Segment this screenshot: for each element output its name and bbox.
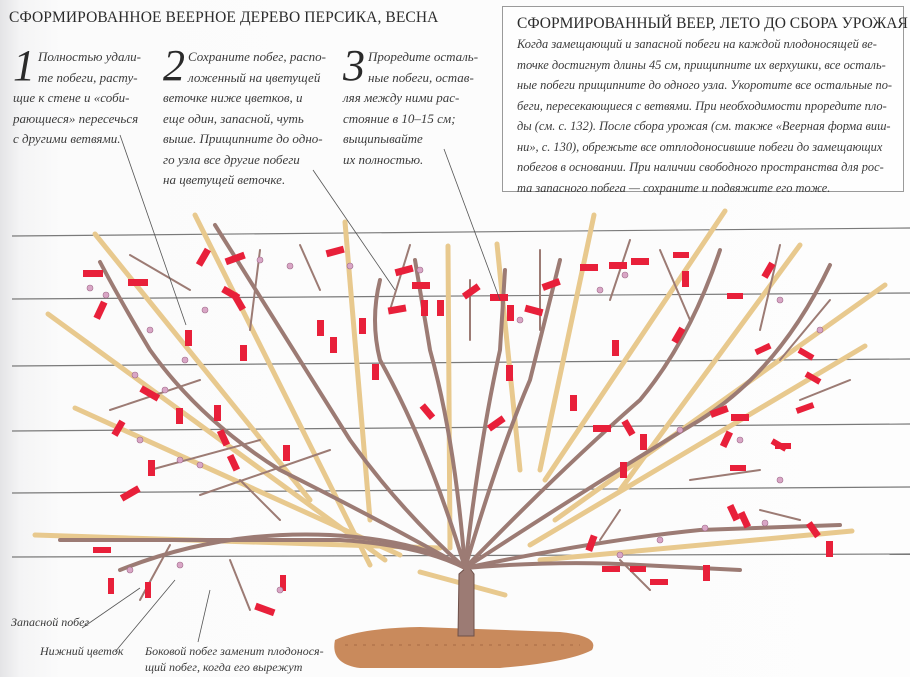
summer-box-line: точке достигнут длины 45 см, прищипните их верхушки, все осталь-	[517, 57, 886, 72]
bamboo-canes	[35, 211, 885, 595]
label-side-shoot-line1: Боковой побег заменит плодонося-	[145, 644, 324, 658]
label-reserve-shoot: Запасной побег	[11, 615, 90, 629]
label-lower-flower: Нижний цветок	[40, 644, 124, 658]
step-text-line: стояние в 10–15 см;	[343, 110, 456, 126]
step-number: 3	[343, 41, 365, 90]
step-text-line: ляя между ними рас-	[343, 90, 460, 105]
step-text-line: веточке ниже цветков, и	[163, 90, 303, 105]
summer-box-line: ды (см. с. 132). После сбора урожая (см. также «Веерная форма виш-	[517, 119, 891, 133]
step-text-line: ные побеги, остав-	[368, 69, 474, 85]
step-text-line: Проредите осталь-	[368, 49, 479, 64]
summer-box-line: беги, пересекающиеся с ветвями. При необходимости проредите пло-	[517, 98, 887, 113]
step-number: 1	[13, 41, 35, 90]
step-text-line: выше. Прищипните до одно-	[163, 131, 323, 146]
step-text-line: выщипывайте	[343, 131, 423, 146]
summer-box-line: ные побеги прищипните до одного узла. Укоротите все остальные по-	[517, 78, 893, 92]
summer-box-line: Когда замещающий и запасной побеги на каждой плодоносящей ве-	[517, 37, 877, 51]
label-side-shoot-line2: щий побег, когда его вырежут	[145, 660, 303, 674]
step-text-line: ложенный на цветущей	[188, 69, 321, 85]
summer-box-line: ни», с. 130), обрежьте все отплодоносившие побеги до замещающих	[517, 139, 883, 154]
step-text-line: рающиеся» пересечься	[13, 110, 139, 126]
step-text-line: те побеги, расту-	[38, 69, 138, 85]
summer-box-line: побегов в основании. При наличии свободного пространства для рос-	[517, 160, 884, 174]
step-text-line: Сохраните побег, распо-	[188, 49, 326, 64]
summer-box-line: та запасного побега — сохраните и подвяжите его тоже.	[517, 180, 831, 195]
page-title: СФОРМИРОВАННОЕ ВЕЕРНОЕ ДЕРЕВО ПЕРСИКА, ВЕСНА	[9, 9, 439, 26]
step-text-line: их полностью.	[343, 151, 424, 167]
summer-box-title: СФОРМИРОВАННЫЙ ВЕЕР, ЛЕТО ДО СБОРА УРОЖАЯ	[517, 15, 908, 32]
step-text-line: еще один, запасной, чуть	[163, 110, 304, 126]
step-number: 2	[163, 41, 185, 90]
step-text-line: го узла все другие побеги	[163, 151, 300, 167]
trunk	[458, 566, 474, 636]
step-text-line: на цветущей веточке.	[163, 172, 286, 187]
step-text-line: щие к стене и «соби-	[13, 90, 130, 105]
step-text-line: с другими ветвями.	[13, 131, 121, 146]
step-text-line: Полностью удали-	[38, 49, 141, 64]
